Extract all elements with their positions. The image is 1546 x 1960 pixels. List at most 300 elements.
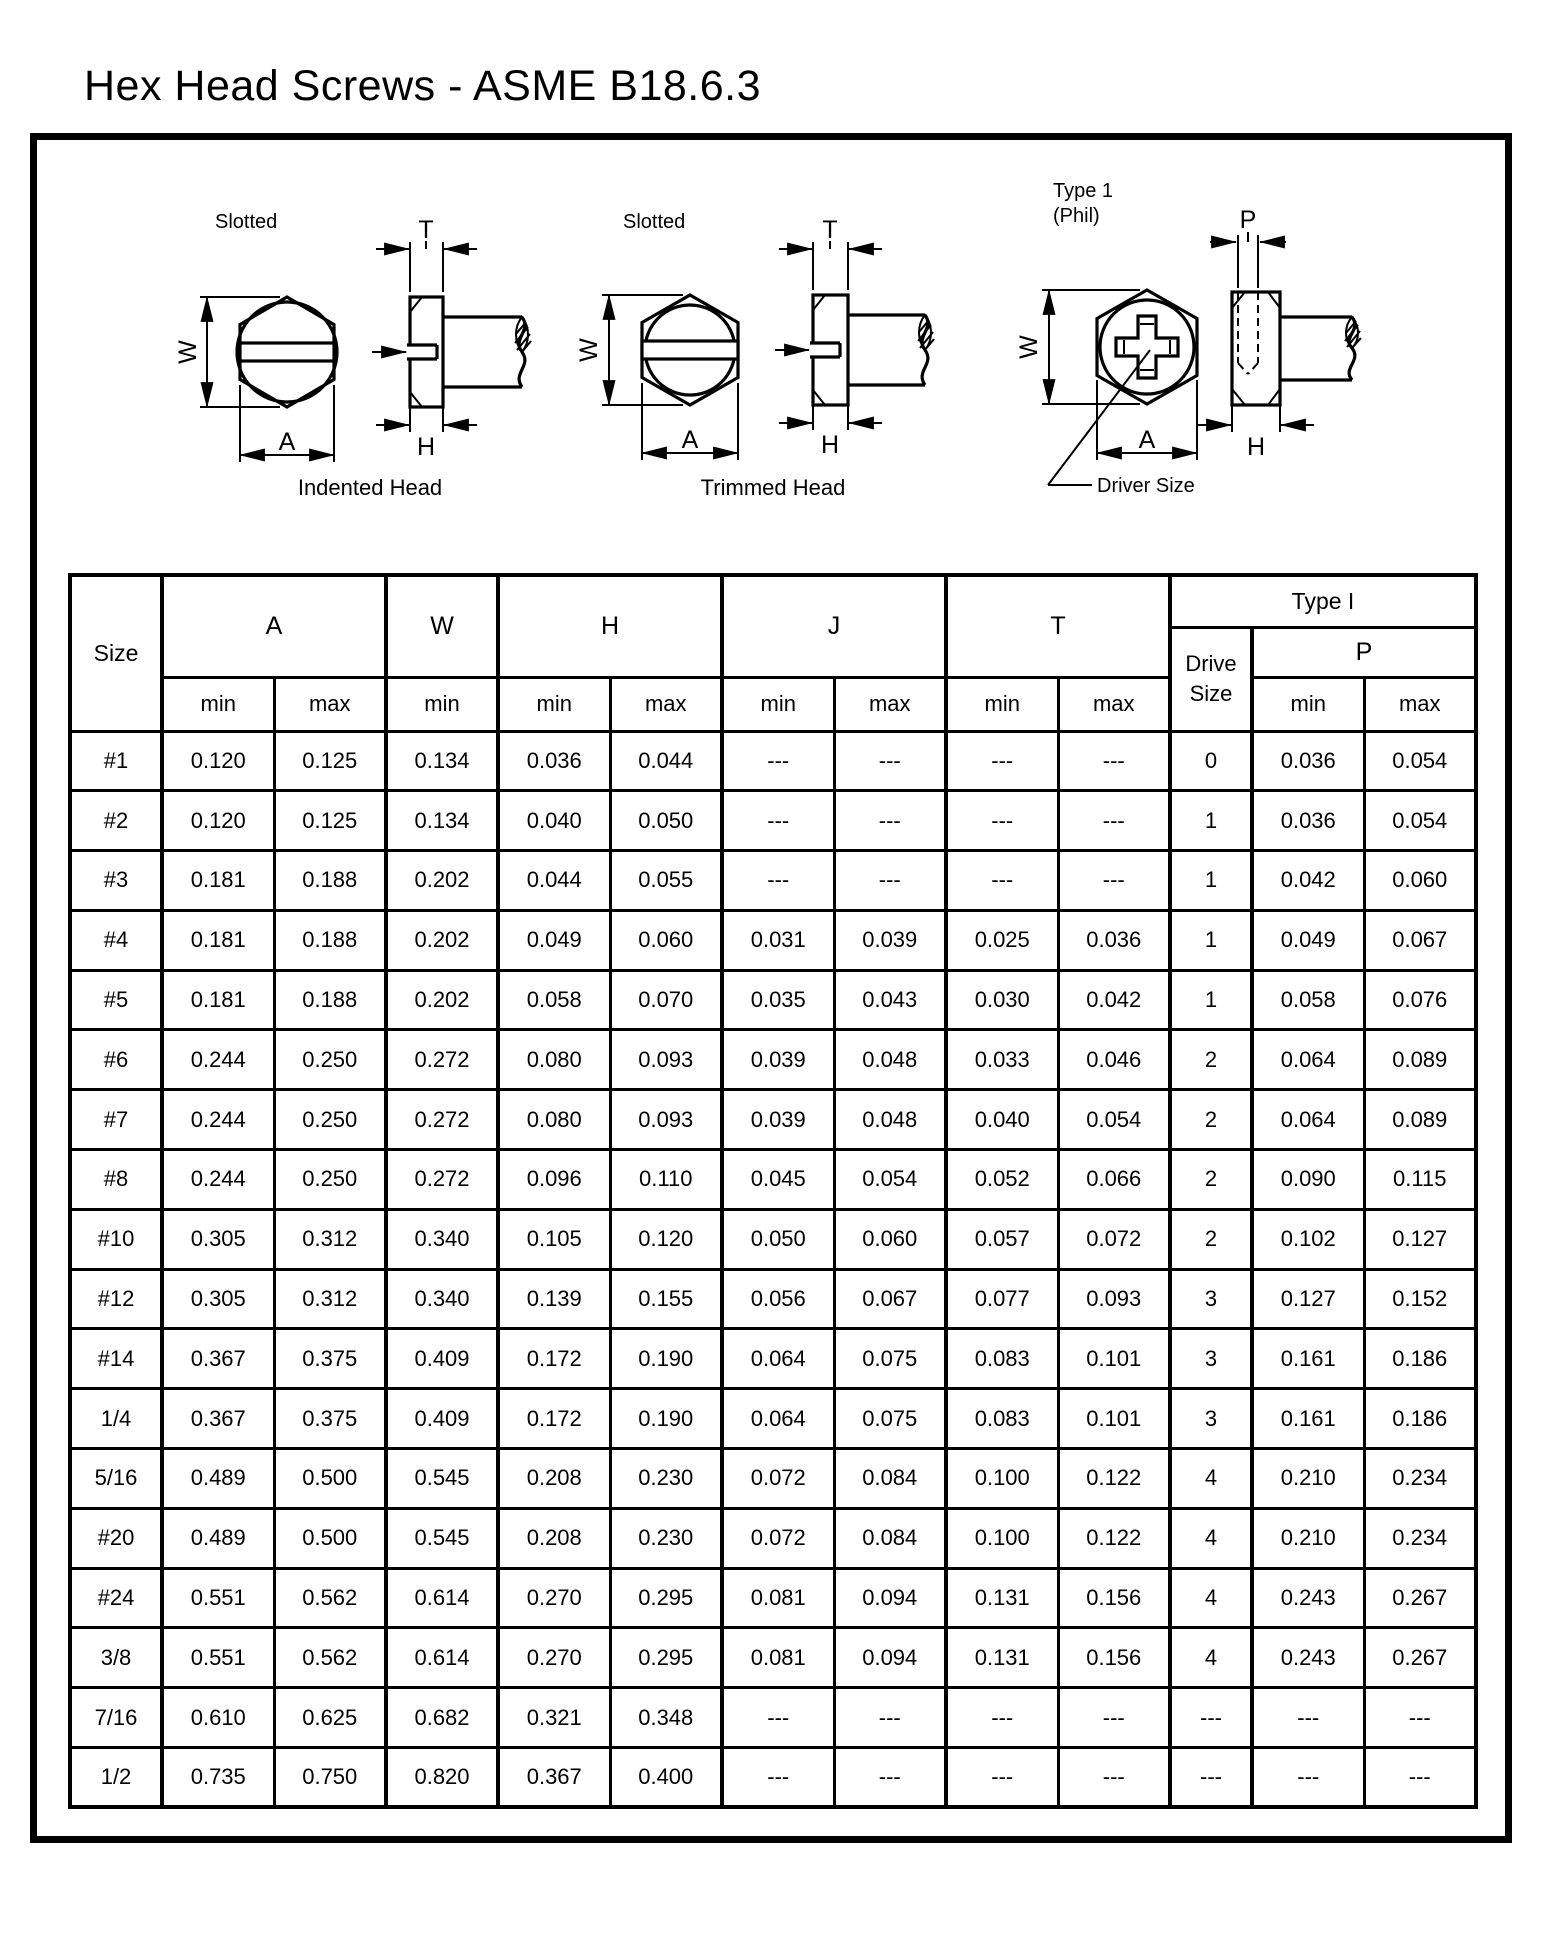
value-cell: 0.188 xyxy=(274,970,386,1030)
value-cell: --- xyxy=(1170,1688,1252,1748)
value-cell: --- xyxy=(722,851,834,911)
col-group-type1: Type I xyxy=(1170,575,1476,627)
col-header-drive-size xyxy=(1170,627,1252,731)
size-cell: #10 xyxy=(70,1209,162,1269)
value-cell: 0.025 xyxy=(946,910,1058,970)
value-cell: 0.267 xyxy=(1364,1568,1476,1628)
value-cell: --- xyxy=(1252,1748,1364,1808)
value-cell: 0.152 xyxy=(1364,1269,1476,1329)
value-cell: --- xyxy=(946,851,1058,911)
value-cell: 0.033 xyxy=(946,1030,1058,1090)
value-cell: 0.188 xyxy=(274,851,386,911)
value-cell: 0.036 xyxy=(498,731,610,791)
dim-label-a: A xyxy=(1138,426,1156,454)
value-cell: 0.367 xyxy=(162,1329,274,1389)
h-dimension xyxy=(779,405,882,459)
value-cell: 0.090 xyxy=(1252,1150,1364,1210)
value-cell: 0.190 xyxy=(610,1389,722,1449)
phillips-cross-recess xyxy=(1116,316,1178,378)
value-cell: 0.066 xyxy=(1058,1150,1170,1210)
value-cell: 0.230 xyxy=(610,1449,722,1509)
value-cell: 0.100 xyxy=(946,1508,1058,1568)
col-group-t: T xyxy=(946,575,1170,677)
size-cell: #5 xyxy=(70,970,162,1030)
header-row-groups xyxy=(70,575,1476,627)
h-dimension xyxy=(376,407,477,461)
value-cell: 0.202 xyxy=(386,851,498,911)
value-cell: --- xyxy=(1058,791,1170,851)
value-cell: 0.089 xyxy=(1364,1030,1476,1090)
value-cell: 0.186 xyxy=(1364,1329,1476,1389)
value-cell: 0.077 xyxy=(946,1269,1058,1329)
a-dimension xyxy=(240,385,334,462)
value-cell: --- xyxy=(1058,1688,1170,1748)
value-cell: 0.060 xyxy=(834,1209,946,1269)
value-cell: 0.046 xyxy=(1058,1030,1170,1090)
value-cell: --- xyxy=(1364,1688,1476,1748)
value-cell: 0.134 xyxy=(386,731,498,791)
size-cell: #7 xyxy=(70,1090,162,1150)
table-row xyxy=(70,970,1476,1030)
value-cell: 1 xyxy=(1170,851,1252,911)
value-cell: 0.054 xyxy=(1364,731,1476,791)
value-cell: 1 xyxy=(1170,970,1252,1030)
value-cell: --- xyxy=(722,1688,834,1748)
value-cell: 0.127 xyxy=(1364,1209,1476,1269)
value-cell: --- xyxy=(1170,1748,1252,1808)
value-cell: 0.030 xyxy=(946,970,1058,1030)
value-cell: 0.295 xyxy=(610,1568,722,1628)
value-cell: 0.489 xyxy=(162,1449,274,1509)
table-row xyxy=(70,1269,1476,1329)
value-cell: 0.057 xyxy=(946,1209,1058,1269)
type1-label-line2: (Phil) xyxy=(1053,205,1100,227)
value-cell: 0.190 xyxy=(610,1329,722,1389)
value-cell: 0.172 xyxy=(498,1329,610,1389)
table-row xyxy=(70,791,1476,851)
value-cell: 3 xyxy=(1170,1389,1252,1449)
dim-label-t: T xyxy=(418,216,434,244)
value-cell: --- xyxy=(834,1688,946,1748)
value-cell: 0.181 xyxy=(162,851,274,911)
value-cell: 0.084 xyxy=(834,1508,946,1568)
value-cell: 2 xyxy=(1170,1090,1252,1150)
dim-label-p: P xyxy=(1239,206,1257,234)
size-cell: #8 xyxy=(70,1150,162,1210)
value-cell: 0 xyxy=(1170,731,1252,791)
value-cell: 0.067 xyxy=(834,1269,946,1329)
value-cell: 0.049 xyxy=(1252,910,1364,970)
hex-head-outline xyxy=(1097,290,1197,404)
value-cell: 0.102 xyxy=(1252,1209,1364,1269)
value-cell: 0.321 xyxy=(498,1688,610,1748)
size-cell: #24 xyxy=(70,1568,162,1628)
cross-tip-marks xyxy=(1124,324,1170,370)
value-cell: 0.043 xyxy=(834,970,946,1030)
page-title: Hex Head Screws - ASME B18.6.3 xyxy=(84,62,762,110)
value-cell: 0.039 xyxy=(834,910,946,970)
value-cell: 0.156 xyxy=(1058,1568,1170,1628)
dimensions-table xyxy=(68,573,1478,1809)
value-cell: 0.625 xyxy=(274,1688,386,1748)
indented-head-caption: Indented Head xyxy=(297,475,443,500)
value-cell: 0.400 xyxy=(610,1748,722,1808)
value-cell: --- xyxy=(834,791,946,851)
value-cell: --- xyxy=(722,731,834,791)
value-cell: 0.075 xyxy=(834,1389,946,1449)
table-row xyxy=(70,910,1476,970)
value-cell: 0.750 xyxy=(274,1748,386,1808)
subheader-p-min: min xyxy=(1252,677,1364,731)
value-cell: 0.094 xyxy=(834,1628,946,1688)
table-row xyxy=(70,1628,1476,1688)
value-cell: 4 xyxy=(1170,1568,1252,1628)
size-cell: 1/2 xyxy=(70,1748,162,1808)
h-dimension xyxy=(1198,405,1314,461)
value-cell: 1 xyxy=(1170,791,1252,851)
value-cell: 0.409 xyxy=(386,1329,498,1389)
value-cell: 0.305 xyxy=(162,1269,274,1329)
dim-label-h: H xyxy=(416,433,436,461)
driver-size-callout xyxy=(1048,350,1195,497)
value-cell: 0.272 xyxy=(386,1150,498,1210)
value-cell: --- xyxy=(946,1688,1058,1748)
table-row xyxy=(70,1329,1476,1389)
a-dimension xyxy=(1097,380,1197,460)
phillips-front-view xyxy=(1097,290,1197,404)
value-cell: 0.072 xyxy=(722,1508,834,1568)
value-cell: 0.084 xyxy=(834,1449,946,1509)
col-header-size: Size xyxy=(70,575,162,731)
value-cell: 4 xyxy=(1170,1449,1252,1509)
value-cell: 0.267 xyxy=(1364,1628,1476,1688)
value-cell: 0.188 xyxy=(274,910,386,970)
value-cell: 0.064 xyxy=(722,1389,834,1449)
chamfer-wedge xyxy=(813,390,825,405)
value-cell: 0.064 xyxy=(1252,1090,1364,1150)
size-cell: #20 xyxy=(70,1508,162,1568)
value-cell: --- xyxy=(1058,1748,1170,1808)
value-cell: 0.036 xyxy=(1252,731,1364,791)
value-cell: 0.048 xyxy=(834,1030,946,1090)
value-cell: 0.039 xyxy=(722,1030,834,1090)
value-cell: 0.409 xyxy=(386,1389,498,1449)
value-cell: 0.036 xyxy=(1058,910,1170,970)
head-circle xyxy=(1100,300,1194,394)
value-cell: 0.040 xyxy=(498,791,610,851)
value-cell: 0.348 xyxy=(610,1688,722,1748)
value-cell: 0.072 xyxy=(1058,1209,1170,1269)
table-row xyxy=(70,731,1476,791)
value-cell: 0.042 xyxy=(1252,851,1364,911)
value-cell: 0.250 xyxy=(274,1090,386,1150)
value-cell: 0.562 xyxy=(274,1628,386,1688)
value-cell: 0.064 xyxy=(1252,1030,1364,1090)
table-row xyxy=(70,851,1476,911)
subheader-w-min: min xyxy=(386,677,498,731)
value-cell: 1 xyxy=(1170,910,1252,970)
subheader-a-max: max xyxy=(274,677,386,731)
value-cell: 0.058 xyxy=(498,970,610,1030)
value-cell: --- xyxy=(1058,731,1170,791)
chamfer-wedge xyxy=(1268,389,1280,405)
value-cell: --- xyxy=(834,1748,946,1808)
subheader-t-max: max xyxy=(1058,677,1170,731)
value-cell: 0.070 xyxy=(610,970,722,1030)
size-cell: #14 xyxy=(70,1329,162,1389)
value-cell: 0.202 xyxy=(386,910,498,970)
value-cell: 0.208 xyxy=(498,1449,610,1509)
value-cell: 0.064 xyxy=(722,1329,834,1389)
value-cell: 0.131 xyxy=(946,1568,1058,1628)
chamfer-wedge xyxy=(410,297,422,312)
value-cell: 0.610 xyxy=(162,1688,274,1748)
chamfer-wedge xyxy=(410,392,422,407)
value-cell: 2 xyxy=(1170,1150,1252,1210)
value-cell: 0.367 xyxy=(498,1748,610,1808)
value-cell: --- xyxy=(1252,1688,1364,1748)
trimmed-side-view xyxy=(775,295,934,405)
value-cell: --- xyxy=(1364,1748,1476,1808)
value-cell: --- xyxy=(834,851,946,911)
value-cell: 0.125 xyxy=(274,791,386,851)
size-cell: 7/16 xyxy=(70,1688,162,1748)
value-cell: 0.305 xyxy=(162,1209,274,1269)
value-cell: 0.089 xyxy=(1364,1090,1476,1150)
value-cell: --- xyxy=(946,791,1058,851)
value-cell: --- xyxy=(946,731,1058,791)
type1-label-line1: Type 1 xyxy=(1053,180,1114,202)
value-cell: 0.060 xyxy=(1364,851,1476,911)
value-cell: 0.044 xyxy=(610,731,722,791)
dim-label-w: W xyxy=(174,340,202,364)
value-cell: 0.031 xyxy=(722,910,834,970)
value-cell: 0.105 xyxy=(498,1209,610,1269)
slotted-label: Slotted xyxy=(215,211,278,233)
indented-side-view xyxy=(372,297,531,407)
value-cell: 0.181 xyxy=(162,970,274,1030)
value-cell: 0.243 xyxy=(1252,1628,1364,1688)
value-cell: 0.036 xyxy=(1252,791,1364,851)
value-cell: 0.122 xyxy=(1058,1508,1170,1568)
value-cell: 4 xyxy=(1170,1628,1252,1688)
value-cell: 2 xyxy=(1170,1030,1252,1090)
dim-label-h: H xyxy=(1246,433,1266,461)
value-cell: 0.375 xyxy=(274,1329,386,1389)
header-row-minmax xyxy=(70,677,1476,731)
value-cell: 0.489 xyxy=(162,1508,274,1568)
value-cell: 0.101 xyxy=(1058,1389,1170,1449)
table-body xyxy=(70,731,1476,1807)
value-cell: 0.080 xyxy=(498,1090,610,1150)
value-cell: 0.375 xyxy=(274,1389,386,1449)
value-cell: 0.312 xyxy=(274,1209,386,1269)
value-cell: 0.083 xyxy=(946,1389,1058,1449)
value-cell: 0.234 xyxy=(1364,1449,1476,1509)
value-cell: --- xyxy=(722,791,834,851)
value-cell: 0.120 xyxy=(162,791,274,851)
size-cell: #1 xyxy=(70,731,162,791)
table-row xyxy=(70,1030,1476,1090)
slot-recess xyxy=(240,343,334,361)
dim-label-w: W xyxy=(575,338,603,362)
chamfer-wedge xyxy=(1232,389,1245,405)
dim-label-h: H xyxy=(820,431,840,459)
value-cell: 0.161 xyxy=(1252,1389,1364,1449)
value-cell: 0.234 xyxy=(1364,1508,1476,1568)
value-cell: 0.500 xyxy=(274,1508,386,1568)
value-cell: 2 xyxy=(1170,1209,1252,1269)
value-cell: 0.040 xyxy=(946,1090,1058,1150)
value-cell: 0.340 xyxy=(386,1269,498,1329)
value-cell: 0.039 xyxy=(722,1090,834,1150)
trimmed-front-view xyxy=(642,295,738,405)
value-cell: 0.230 xyxy=(610,1508,722,1568)
hidden-recess-lines xyxy=(1238,292,1258,374)
value-cell: 0.056 xyxy=(722,1269,834,1329)
diagram-trimmed-head xyxy=(560,200,960,510)
value-cell: 0.054 xyxy=(1364,791,1476,851)
subheader-j-max: max xyxy=(834,677,946,731)
col-group-p: P xyxy=(1252,627,1476,677)
value-cell: 0.250 xyxy=(274,1150,386,1210)
value-cell: 0.048 xyxy=(834,1090,946,1150)
table-row xyxy=(70,1090,1476,1150)
drive-label-line2: Size xyxy=(1189,681,1233,706)
value-cell: 0.094 xyxy=(834,1568,946,1628)
value-cell: 0.270 xyxy=(498,1628,610,1688)
dim-label-t: T xyxy=(822,216,838,244)
value-cell: 0.052 xyxy=(946,1150,1058,1210)
value-cell: --- xyxy=(1058,851,1170,911)
value-cell: 0.244 xyxy=(162,1150,274,1210)
value-cell: 0.551 xyxy=(162,1568,274,1628)
size-cell: #6 xyxy=(70,1030,162,1090)
diagram-phillips-head xyxy=(1000,170,1400,510)
table-row xyxy=(70,1389,1476,1449)
value-cell: 0.058 xyxy=(1252,970,1364,1030)
value-cell: 0.035 xyxy=(722,970,834,1030)
value-cell: 0.067 xyxy=(1364,910,1476,970)
value-cell: --- xyxy=(946,1748,1058,1808)
value-cell: 0.081 xyxy=(722,1628,834,1688)
subheader-t-min: min xyxy=(946,677,1058,731)
value-cell: 0.614 xyxy=(386,1628,498,1688)
size-cell: 1/4 xyxy=(70,1389,162,1449)
value-cell: 0.122 xyxy=(1058,1449,1170,1509)
value-cell: --- xyxy=(722,1748,834,1808)
value-cell: 0.202 xyxy=(386,970,498,1030)
table-row xyxy=(70,1150,1476,1210)
size-cell: #3 xyxy=(70,851,162,911)
value-cell: 0.367 xyxy=(162,1389,274,1449)
table-row xyxy=(70,1748,1476,1808)
value-cell: 0.244 xyxy=(162,1030,274,1090)
value-cell: 0.735 xyxy=(162,1748,274,1808)
value-cell: 0.545 xyxy=(386,1508,498,1568)
value-cell: 0.120 xyxy=(162,731,274,791)
size-cell: #12 xyxy=(70,1269,162,1329)
value-cell: 0.127 xyxy=(1252,1269,1364,1329)
value-cell: 0.139 xyxy=(498,1269,610,1329)
value-cell: 0.551 xyxy=(162,1628,274,1688)
value-cell: 3 xyxy=(1170,1269,1252,1329)
value-cell: 0.093 xyxy=(610,1030,722,1090)
value-cell: 0.250 xyxy=(274,1030,386,1090)
phillips-side-view xyxy=(1232,292,1361,405)
value-cell: 0.272 xyxy=(386,1090,498,1150)
value-cell: 0.093 xyxy=(1058,1269,1170,1329)
value-cell: 0.312 xyxy=(274,1269,386,1329)
chamfer-wedge xyxy=(1268,292,1280,308)
slot-notch-fill xyxy=(407,345,437,359)
value-cell: 0.270 xyxy=(498,1568,610,1628)
value-cell: 0.545 xyxy=(386,1449,498,1509)
subheader-p-max: max xyxy=(1364,677,1476,731)
size-cell: 3/8 xyxy=(70,1628,162,1688)
value-cell: 0.210 xyxy=(1252,1449,1364,1509)
slot-notch-fill xyxy=(810,343,840,357)
value-cell: 0.340 xyxy=(386,1209,498,1269)
indented-front-view xyxy=(237,297,337,407)
value-cell: 0.272 xyxy=(386,1030,498,1090)
value-cell: 0.295 xyxy=(610,1628,722,1688)
value-cell: 0.181 xyxy=(162,910,274,970)
subheader-j-min: min xyxy=(722,677,834,731)
dim-label-a: A xyxy=(681,426,699,454)
subheader-a-min: min xyxy=(162,677,274,731)
driver-size-label: Driver Size xyxy=(1097,475,1195,497)
drive-label-line1: Drive xyxy=(1185,651,1237,677)
value-cell: 0.820 xyxy=(386,1748,498,1808)
col-group-a: A xyxy=(162,575,386,677)
value-cell: 0.050 xyxy=(610,791,722,851)
value-cell: 0.093 xyxy=(610,1090,722,1150)
value-cell: 0.244 xyxy=(162,1090,274,1150)
col-group-w: W xyxy=(386,575,498,677)
p-dimension xyxy=(1210,206,1286,288)
value-cell: 0.210 xyxy=(1252,1508,1364,1568)
value-cell: 0.050 xyxy=(722,1209,834,1269)
size-cell: 5/16 xyxy=(70,1449,162,1509)
size-cell: #2 xyxy=(70,791,162,851)
table-row xyxy=(70,1688,1476,1748)
slot-recess xyxy=(642,341,738,359)
value-cell: 0.115 xyxy=(1364,1150,1476,1210)
value-cell: 0.101 xyxy=(1058,1329,1170,1389)
value-cell: 0.156 xyxy=(1058,1628,1170,1688)
value-cell: --- xyxy=(834,731,946,791)
value-cell: 0.120 xyxy=(610,1209,722,1269)
value-cell: 0.055 xyxy=(610,851,722,911)
dim-label-w: W xyxy=(1015,335,1043,359)
value-cell: 0.075 xyxy=(834,1329,946,1389)
table-row xyxy=(70,1568,1476,1628)
value-cell: 0.054 xyxy=(834,1150,946,1210)
value-cell: 0.134 xyxy=(386,791,498,851)
value-cell: 3 xyxy=(1170,1329,1252,1389)
chamfer-wedge xyxy=(813,295,825,310)
value-cell: 0.500 xyxy=(274,1449,386,1509)
t-dimension xyxy=(376,216,477,292)
value-cell: 0.042 xyxy=(1058,970,1170,1030)
diagram-indented-head xyxy=(160,200,560,510)
value-cell: 0.096 xyxy=(498,1150,610,1210)
table-row xyxy=(70,1209,1476,1269)
value-cell: 0.186 xyxy=(1364,1389,1476,1449)
table-row xyxy=(70,1508,1476,1568)
trimmed-head-caption: Trimmed Head xyxy=(700,475,846,500)
